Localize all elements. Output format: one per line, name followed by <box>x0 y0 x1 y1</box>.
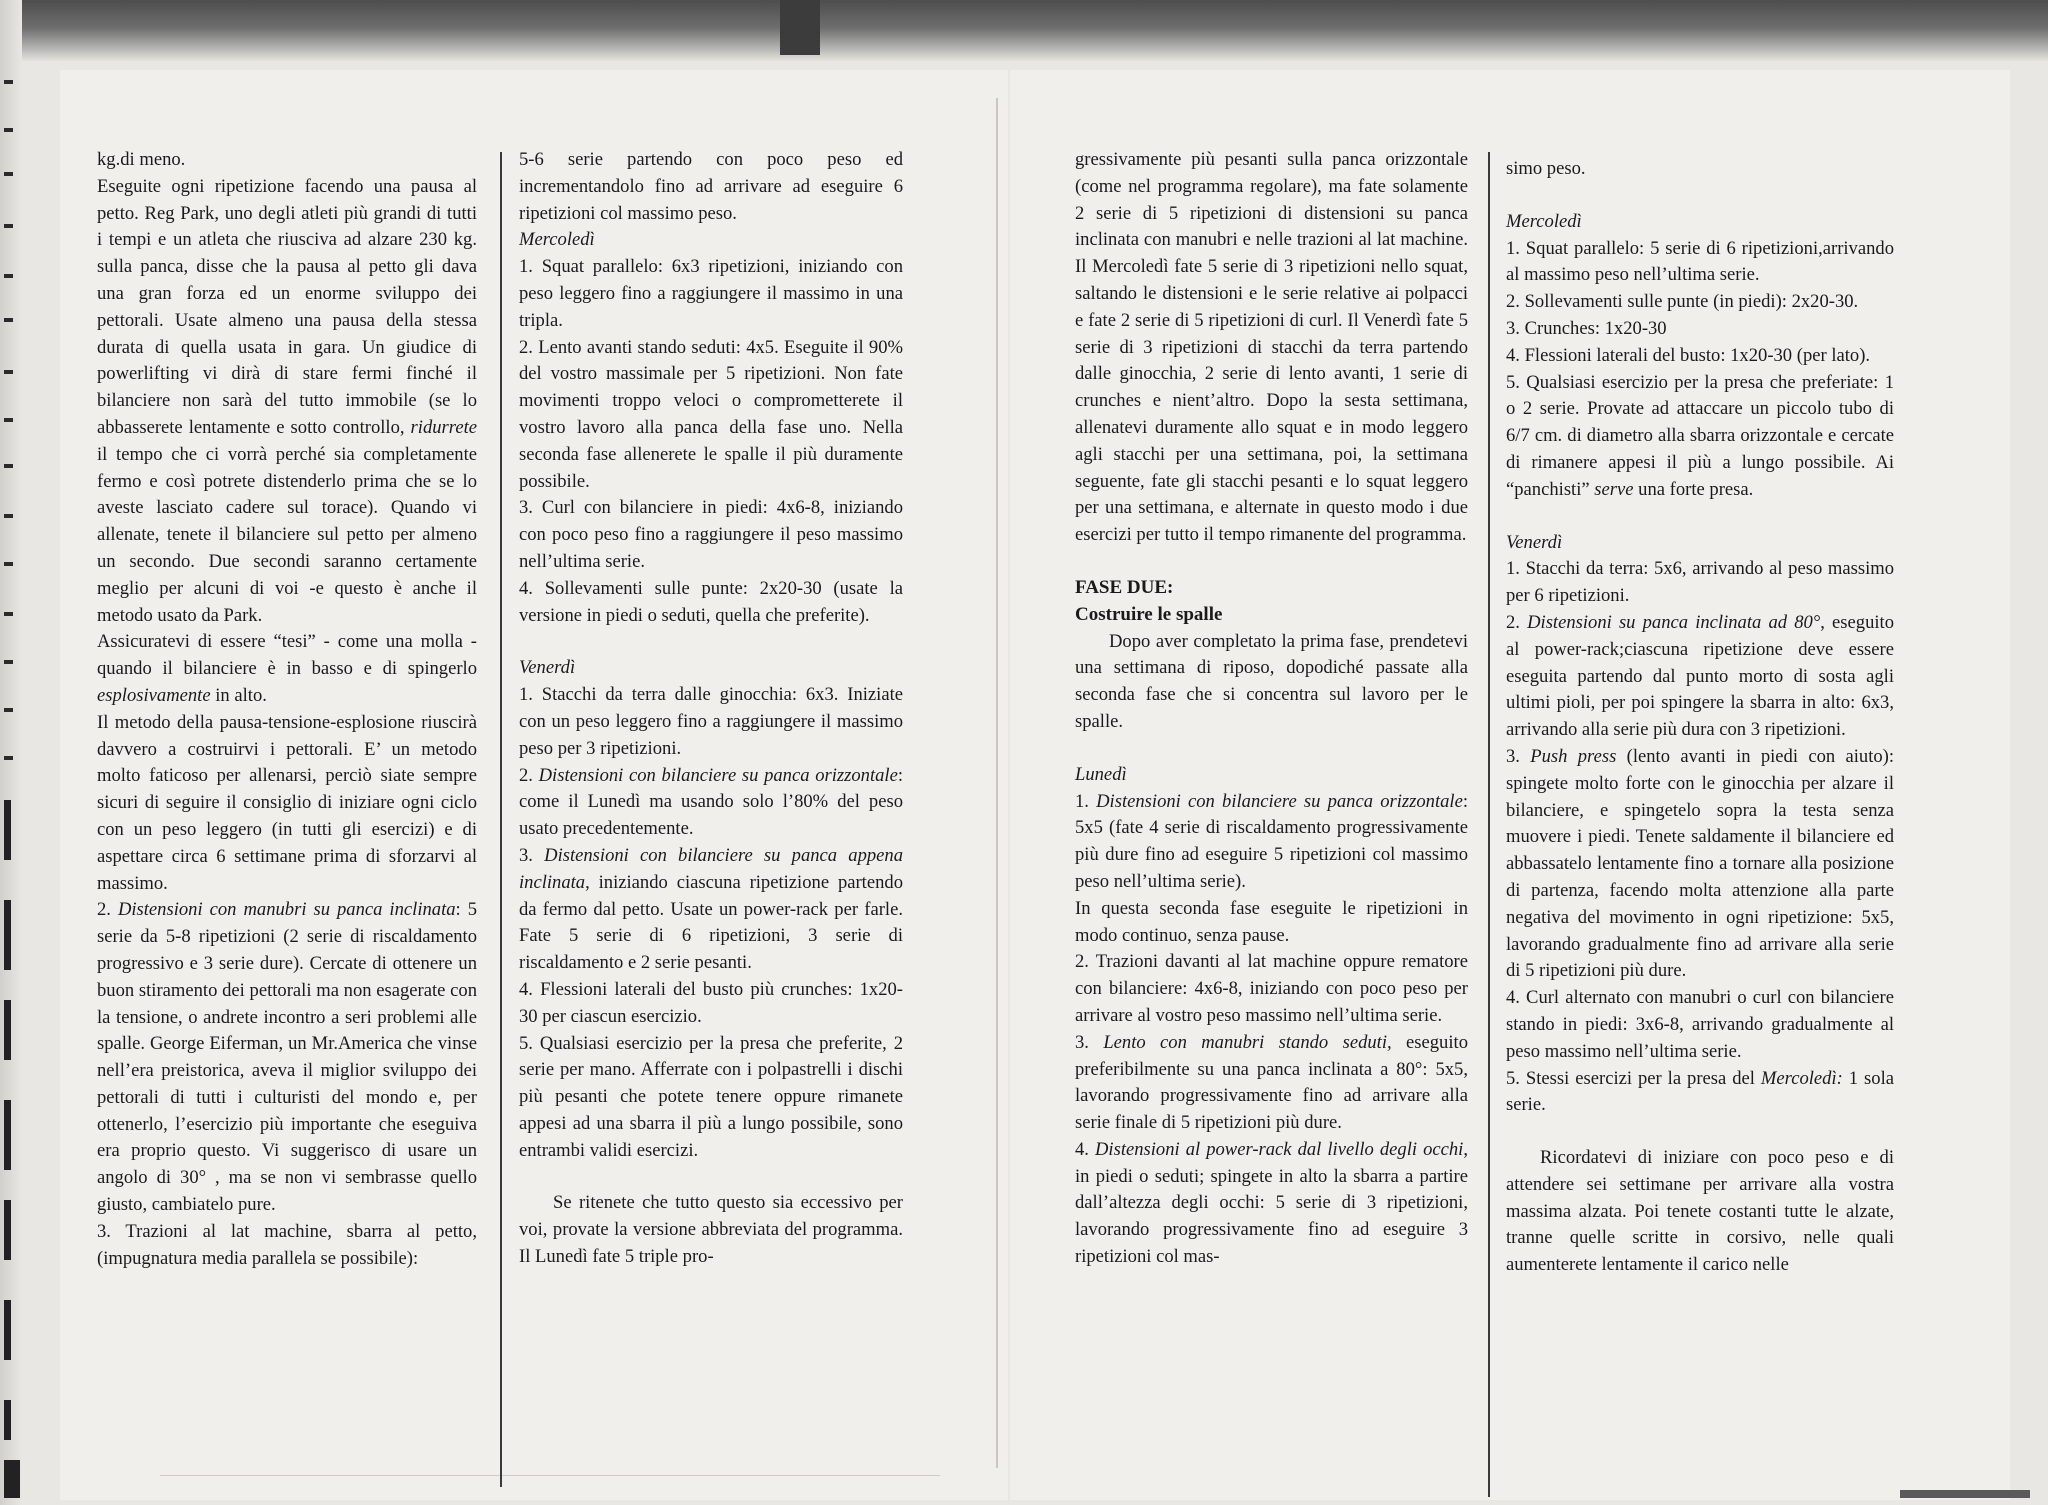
list-item: 4. Curl alternato con manubri o curl con bilanciere stando in piedi: 3x6-8, arrivando gradualmente al peso massimo nell’ultima serie. <box>1506 987 1894 1062</box>
text-column-3 <box>1075 147 1468 1271</box>
edge-mark <box>4 660 13 664</box>
edge-mark <box>4 318 13 322</box>
day-heading-wednesday: Mercoledì <box>519 229 595 251</box>
edge-mark <box>4 514 13 518</box>
paragraph: Assicuratevi di essere “tesi” - come una molla - quando il bilanciere è in basso e di spingerlo esplosivamente in alto. <box>97 631 477 706</box>
edge-mark <box>4 464 13 468</box>
list-item: 3. Trazioni al lat machine, sbarra al petto, (impugnatura media parallela se possibile): <box>97 1220 477 1269</box>
book-spine <box>996 98 998 1468</box>
section-subheading: Costruire le spalle <box>1075 603 1223 625</box>
list-item: 2. Trazioni davanti al lat machine oppure rematore con bilanciere: 4x6-8, iniziando con poco peso per arrivare al vostro peso massimo nell’ultima serie. <box>1075 951 1468 1026</box>
paragraph: Il metodo della pausa-tensione-esplosione riuscirà davvero a costruirvi i pettorali. E’ un metodo molto faticoso per allenarsi, perciò siate sempre sicuri di seguire il consiglio di iniziare ogni ciclo con un peso leggero (in tutti gli esercizi) e di aspettare circa 6 settimane prima di sforzarvi al massimo. <box>97 711 477 894</box>
edge-mark <box>4 708 13 712</box>
column-rule <box>500 152 502 1487</box>
edge-mark <box>4 370 13 374</box>
paragraph: simo peso. <box>1506 158 1586 179</box>
list-item: 4. Flessioni laterali del busto più crunches: 1x20-30 per ciascun esercizio. <box>519 978 903 1027</box>
day-heading-friday: Venerdì <box>1506 531 1563 553</box>
list-item: 5. Qualsiasi esercizio per la presa che preferiate: 1 o 2 serie. Provate ad attaccare un piccolo tubo di 6/7 cm. di diametro alla sbarra orizzontale e cercate di rimanere appesi il più a lungo possibile. Ai “panchisti” serve una forte presa. <box>1506 371 1894 500</box>
list-item: 2. Sollevamenti sulle punte (in piedi): 2x20-30. <box>1506 291 1859 313</box>
list-item: 5. Stessi esercizi per la presa del Mercoledì: 1 sola serie. <box>1506 1067 1895 1116</box>
edge-mark <box>4 224 13 228</box>
edge-mark <box>4 756 13 760</box>
paragraph: In questa seconda fase eseguite le ripetizioni in modo continuo, senza pause. <box>1075 897 1468 946</box>
edge-bar <box>4 800 11 860</box>
text-column-2 <box>519 147 903 1271</box>
edge-mark <box>4 418 13 422</box>
list-item: 5. Qualsiasi esercizio per la presa che preferite, 2 serie per mano. Afferrate con i polpastrelli i dischi più pesanti che potete tenere oppure rimanete appesi ad una sbarra il più a lungo possibile, sono entrambi validi esercizi. <box>519 1032 903 1161</box>
scan-bottom-shadow <box>1900 1490 2030 1498</box>
column-rule <box>1488 152 1490 1497</box>
page-bottom-line <box>160 1475 940 1476</box>
list-item: 3. Curl con bilanciere in piedi: 4x6-8, iniziando con poco peso fino a raggiungere il peso massimo nell’ultima serie. <box>519 497 903 572</box>
paragraph: kg.di meno. <box>97 149 186 170</box>
paragraph: Eseguite ogni ripetizione facendo una pausa al petto. Reg Park, uno degli atleti più grandi di tutti i tempi e un atleta che riusciva ad alzare 230 kg. sulla panca, disse che la pausa al petto gli dava una gran forza ed un enorme sviluppo dei pettorali. Usate almeno una pausa della stessa durata di quella usata in gara. Un giudice di powerlifting vi dirà di stare fermi finché il bilanciere non sarà del tutto immobile (se lo abbasserete lentamente e sotto controllo, ridurrete il tempo che ci vorrà perché sia completamente fermo e così potrete distenderlo prima che se lo aveste lasciato cadere sul torace). Quando vi allenate, tenete il bilanciere sul petto per almeno un secondo. Due secondi saranno certamente meglio per alcuni di voi -e questo è anche il metodo usato da Park. <box>97 175 477 626</box>
edge-mark <box>4 128 13 132</box>
edge-bar <box>4 1200 11 1260</box>
edge-bar <box>4 1000 11 1060</box>
list-item: 2. Distensioni con bilanciere su panca orizzontale: come il Lunedì ma usando solo l’80% del peso usato precedentemente. <box>519 764 904 840</box>
list-item: 2. Distensioni con manubri su panca inclinata: 5 serie da 5-8 ripetizioni (2 serie di riscaldamento progressivo e 3 serie dure). Cercate di ottenere un buon stiramento dei pettorali ma non esagerate con la tensione, o andrete incontro a seri problemi alle spalle. George Eiferman, un Mr.America che vinse nell’era preistorica, aveva il miglior sviluppo dei pettorali di tutti i culturisti del mondo e, per ottenerlo, l’esercizio più importante che eseguiva era proprio questo. Vi suggerisco di usare un angolo di 30° , ma se non vi sembrasse quello giusto, cambiatelo pure. <box>97 899 477 1216</box>
list-item: 1. Squat parallelo: 6x3 ripetizioni, iniziando con peso leggero fino a raggiungere il massimo in una tripla. <box>519 256 903 331</box>
list-item: 4. Distensioni al power-rack dal livello degli occhi, in piedi o seduti; spingete in alto la sbarra a partire dall’altezza degli occhi: 5 serie di 3 ripetizioni, lavorando progressivamente fino ad eseguire 3 ripetizioni col mas- <box>1075 1138 1469 1268</box>
list-item: 3. Push press (lento avanti in piedi con aiuto): spingete molto forte con le ginocchia per alzare il bilanciere, e spingetelo sopra la testa senza muovere i piedi. Tenete saldamente il bilanciere ed abbassatelo lentamente fino a tornare alla posizione di partenza, facendo molta attenzione alla parte negativa del movimento in ogni ripetizione: 5x5, lavorando gradualmente fino ad arrivare alla serie di 5 ripetizioni più dure. <box>1506 745 1895 982</box>
paragraph: Se ritenete che tutto questo sia eccessivo per voi, provate la versione abbreviata del programma. Il Lunedì fate 5 triple pro- <box>519 1192 903 1268</box>
list-item: 1. Distensioni con bilanciere su panca orizzontale: 5x5 (fate 4 serie di riscaldamento progressivamente più dure fino ad eseguire 5 ripetizioni col massimo peso nell’ultima serie). <box>1075 790 1469 892</box>
list-item: 2. Distensioni su panca inclinata ad 80°, eseguito al power-rack;ciascuna ripetizione deve essere eseguita partendo dal punto morto di sosta agli ultimi pioli, per poi spingere la sbarra in alto: 6x3, arrivando alla serie più dura con 3 ripetizioni. <box>1506 611 1894 741</box>
list-item: 4. Flessioni laterali del busto: 1x20-30 (per lato). <box>1506 344 1871 366</box>
edge-bar <box>4 1300 11 1360</box>
list-item: 3. Crunches: 1x20-30 <box>1506 317 1667 339</box>
day-heading-wednesday: Mercoledì <box>1506 210 1582 232</box>
paragraph: Dopo aver completato la prima fase, prendetevi una settimana di riposo, dopodiché passate alla seconda fase che si concentra sul lavoro per le spalle. <box>1075 630 1468 732</box>
scan-dark-patch <box>780 0 820 55</box>
list-item: 4. Sollevamenti sulle punte: 2x20-30 (usate la versione in piedi o seduti, quella che preferite). <box>519 577 903 626</box>
paragraph: Ricordatevi di iniziare con poco peso e di attendere sei settimane per arrivare alla vostra massima alzata. Poi tenete costanti tutte le alzate, tranne quelle scritte in corsivo, nelle quali aumenterete lentamente il carico nelle <box>1506 1147 1894 1276</box>
list-item: 1. Stacchi da terra dalle ginocchia: 6x3. Iniziate con un peso leggero fino a raggiungere il massimo peso per 3 ripetizioni. <box>519 684 903 759</box>
paragraph: 5-6 serie partendo con poco peso ed incrementandolo fino ad arrivare ad eseguire 6 ripetizioni col massimo peso. <box>519 149 903 224</box>
edge-bar <box>4 1460 20 1498</box>
day-heading-friday: Venerdì <box>519 657 576 679</box>
list-item: 1. Squat parallelo: 5 serie di 6 ripetizioni,arrivando al massimo peso nell’ultima serie. <box>1506 237 1894 286</box>
list-item: 2. Lento avanti stando seduti: 4x5. Eseguite il 90% del vostro massimale per 5 ripetizioni. Non fate movimenti troppo veloci o comprometterete il vostro lavoro alla panca della fase uno. Nella seconda fase allenerete le spalle il più duramente possibile. <box>519 336 903 492</box>
edge-mark <box>4 80 13 84</box>
scan-top-shadow <box>0 0 2048 62</box>
edge-bar <box>4 1100 11 1170</box>
list-item: 3. Lento con manubri stando seduti, eseguito preferibilmente su una panca inclinata a 80°: 5x5, lavorando progressivamente fino ad arrivare alla serie finale di 5 ripetizioni più dure. <box>1075 1031 1468 1134</box>
edge-bar <box>4 900 11 970</box>
day-heading-monday: Lunedì <box>1075 763 1127 785</box>
edge-mark <box>4 274 13 278</box>
edge-mark <box>4 172 13 176</box>
list-item: 3. Distensioni con bilanciere su panca appena inclinata, iniziando ciascuna ripetizione partendo da fermo dal petto. Usate un power-rack per farle. Fate 5 serie di 6 ripetizioni, 3 serie di riscaldamento e 2 serie pesanti. <box>519 844 904 974</box>
text-column-4 <box>1506 156 1894 1279</box>
list-item: 1. Stacchi da terra: 5x6, arrivando al peso massimo per 6 ripetizioni. <box>1506 558 1894 607</box>
text-column-1 <box>97 147 477 1272</box>
edge-bar <box>4 1400 11 1440</box>
paragraph: gressivamente più pesanti sulla panca orizzontale (come nel programma regolare), ma fate solamente 2 serie di 5 ripetizioni di distensioni su panca inclinata con manubri e nelle trazioni al lat machine. Il Mercoledì fate 5 serie di 3 ripetizioni nello squat, saltando le distensioni e le serie relative ai polpacci e fate 2 serie di 5 ripetizioni di curl. Il Venerdì fate 5 serie di 3 ripetizioni di stacchi da terra partendo dalle ginocchia, 2 serie di lento avanti, 1 serie di crunches e nient’altro. Dopo la sesta settimana, allenatevi duramente allo squat e in modo leggero agli stacchi per una settimana, poi, la settimana seguente, fate gli stacchi pesanti e lo squat leggero per una settimana, e alternate in questo modo i due esercizi per tutto il tempo rimanente del programma. <box>1075 149 1468 546</box>
edge-mark <box>4 562 13 566</box>
edge-mark <box>4 612 13 616</box>
section-heading: FASE DUE: <box>1075 576 1174 598</box>
